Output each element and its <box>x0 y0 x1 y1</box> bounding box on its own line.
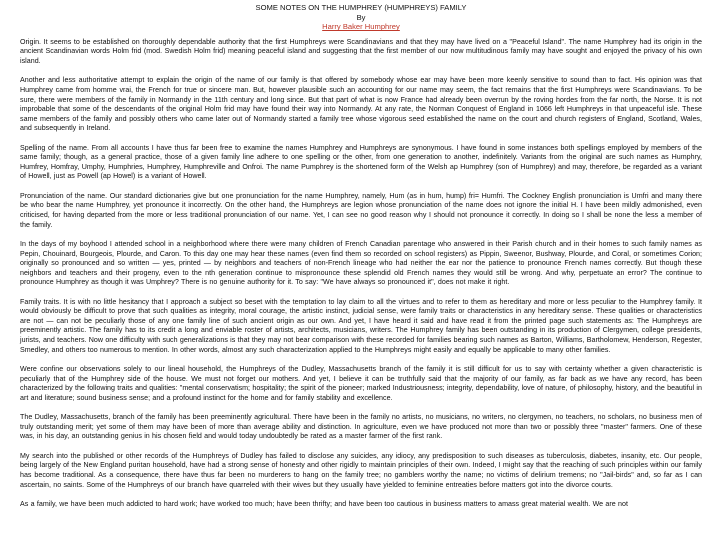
paragraph-hard-work: As a family, we have been much addicted to hard work; have worked too much; have been thrifty; and have been too cautious in business matters to amass great material wealth. We are not <box>20 500 628 509</box>
document-byline: By <box>356 12 366 22</box>
document-body <box>20 38 702 510</box>
paragraph-boyhood: In the days of my boyhood I attended school in a neighborhood where there were many children of French Canadian parentage who answered in their Parish church and in their homes to such family names as Pepin, Chouinard, Bourgeois, Plourde, and Caron. To this day one may hear these names (even find them so recorded on school registers) as Pippin, Sweenor, Bushway, Plourde, and Coral, or sometimes Corion; originally so pronounced and so written — yes, printed — by neighbors and teachers of non-French lineage who had neither the ear nor the patience to pronounce French names correctly. But though these neighbors and teachers and their progeny, even to the nth generation continue to mispronounce these splendid old French names they would still be wrong. And why, perpetuate an error? The continue to pronounce Humphrey as though it was Umphrey? There is no genuine authority for it. To say: "We have always so pronounced it", does not make it right. <box>20 240 702 287</box>
paragraph-pronunciation: Pronunciation of the name. Our standard dictionaries give but one pronunciation for the name Humphrey, namely, Hum (as in hum, hump) fri= Humfri. The Cockney English pronunciation is Umfri and many there be who bear the name Humphrey, yet pronounce it incorrectly. On the other hand, the Humphreys are legion whose pronunciation of the name does not ignore the initial H. I have been mildly admonished, even criticised, for having departed from the more or less traditional pronunciation of our name. Yet, I can see no good reason why I should not pronounce it correctly. In doing so I shall be none the less a member of the family. <box>20 191 702 229</box>
paragraph-dudley-agricultural: The Dudley, Massachusetts, branch of the family has been preeminently agricultural. There have been in the family no artists, no musicians, no writers, no clergymen, no teachers, no scholars, no business men of truly outstanding merit; yet some of them may have been of more than average ability and distinction. In agriculture, even we have produced not more than two or possibly three "master" farmers. One of these was, in his day, an outstanding genius in his chosen field and would today undoubtedly be rated as a master farmer of the first rank. <box>20 413 702 441</box>
document-title: SOME NOTES ON THE HUMPHREY (HUMPHREYS) FAMILY <box>255 3 467 12</box>
document-author-link[interactable]: Harry Baker Humphrey <box>322 22 400 32</box>
paragraph-family-traits: Family traits. It is with no little hesitancy that I approach a subject so beset with the temptation to lay claim to all the virtues and to refer to them as hereditary and more or less peculiar to the Humphrey family. It would obviously be difficult to prove that such qualities as integrity, moral courage, the artistic instinct, judicial sense, were family traits or characteristics in any hereditary sense. These qualities or characteristics are not — can not be peculiarly those of any one family line of such ancient origin as our own. And yet, I have heard it said and have read it from the printed page such statements as: The Humphreys are preeminently artistic. The family has to its credit a long and enviable roster of artists, architects, musicians, writers. The Humphrey family has been outstanding in its production of Clergymen, college presidents, jurists, and teachers. Now one difficulty with such generalizations is that they may not bear comparison with these recorded for families bearing such names as Barton, Williams, Bartholomew, Henderson, Regester, Smedley, and others too numerous to mention. In other words, almost any such characterization applied to the Humphreys might easily and equally be applicable to many other families. <box>20 297 702 354</box>
paragraph-spelling: Spelling of the name. From all accounts I have thus far been free to examine the names Humphrey and Humphreys are synonymous. I have found in some instances both spellings employed by members of the same family; though, as a general practice, those of a given family line adhere to one spelling or the other, from one generation to another, indefinitely. Variants from the original are such names as Humphry, Humfrey, Homfray, Umphy, Humphries, Humphrey, Humphreville and Onfroi. The name Pumphrey is the shortened form of the Welsh ap Humphrey (son of Humphrey) and may, therefore, be regarded as a variant of Howell, just as Powell (ap Howel) is a variant of Howell. <box>20 143 702 181</box>
document-header <box>20 3 702 32</box>
paragraph-records-search: My search into the published or other records of the Humphreys of Dudley has failed to disclose any suicides, any idiocy, any predisposition to such diseases as tuberculosis, diabetes, insanity, etc. Our people, being largely of the New England puritan household, have had a strong sense of honesty and other rigidly to maintain principles of their own. Indeed, I might say that the reaching of such principles within our family has become traditional. As a consequence, there have thus far been no murderers to hang on the family tree; no gamblers worthy the name; no victims of delirium tremens; no "Jail-birds" and, so far as I can ascertain, no saints. Some of the Humphreys of our branch have quarreled with their wives but they usually have yielded to feminine entreaties before matters got into the divorce courts. <box>20 451 702 489</box>
paragraph-alternate-origin: Another and less authoritative attempt to explain the origin of the name of our family is that offered by somebody whose ear may have been more keenly sensitive to sound than to fact. His opinion was that Humphrey came from homme vrai, the French for true or sincere man. But, however plausible such an accounting for our name may seem, the fact remains that the first Humphreys were Scandinavians. To be sure, there were members of the family in Normandy in the 11th century and long since. But that part of what is now France had already been overrun by the roving hordes from the far north, the Norse. It is not improbable that some of the descendants of the original Holm frid may have found their way into Normandy. At any rate, the Norman Conquest of England in 1066 left Humphreys in that unpeaceful isle. These same members of the family and possibly others who came later out of Normandy started a family tree whose vigorous seed established the name on the court and church registers of England, Scotland, Wales, and subsequently in Ireland. <box>20 76 702 133</box>
paragraph-origin: Origin. It seems to be established on thoroughly dependable authority that the first Humphreys were Scandinavians and that they may have lived on a "Peaceful Island". The name Humphrey had its origin in the ancient Scandinavian words Holm frid (mod. Swedish Holm frid) meaning peaceful island and suggesting that the first member of our now multitudinous family may have sought and enjoyed the privacy of his own island. <box>20 37 702 65</box>
paragraph-dudley-observations: Were confine our observations solely to our lineal household, the Humphreys of the Dudley, Massachusetts branch of the family it is still difficult for us to say with certainty whether a given characteristic is peculiarly that of the Humphrey side of the house. We must not forget our mothers. And yet, I believe it can be truthfully said that the majority of our family, as far back as we have any record, has been characterized by the following traits and qualities: "mental conservatism; hospitality; the spirit of the pioneer; marked Industriousness; integrity, dependability, love of nature, of philosophy, history, and the beautiful in art and literature; sound business sense; and a profound instinct for the home and for family stability and excellence. <box>20 365 702 402</box>
